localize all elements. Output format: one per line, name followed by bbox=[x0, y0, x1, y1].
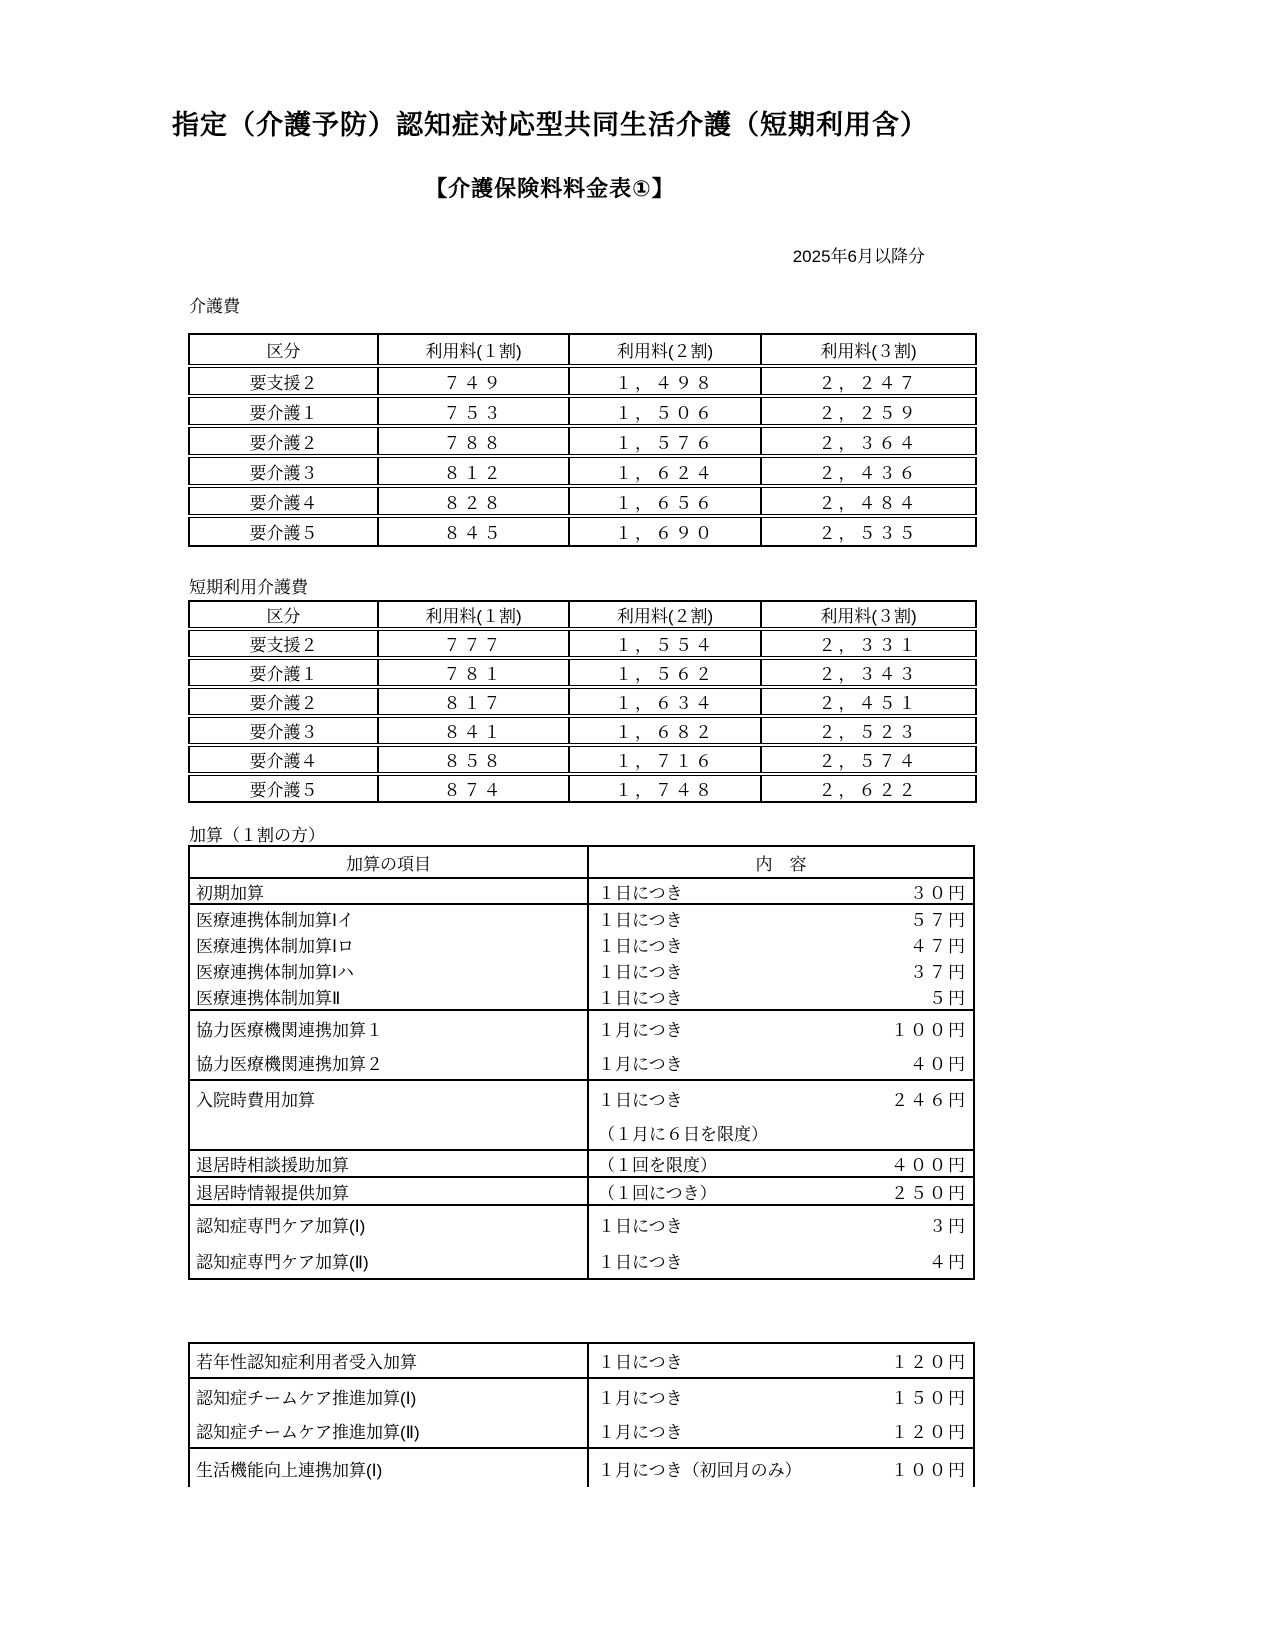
table-row bbox=[189, 456, 976, 486]
fee-cell: ２，４８４ bbox=[761, 486, 976, 516]
addition-amount: １００円 bbox=[891, 1020, 967, 1040]
fee-cell: １，６８２ bbox=[569, 716, 761, 745]
addition-item: 医療連携体制加算Ⅰイ bbox=[196, 910, 355, 930]
fee-cell: ８１７ bbox=[378, 687, 569, 716]
addition-amount: ４００円 bbox=[891, 1156, 967, 1175]
addition-detail: １月につき bbox=[598, 1388, 683, 1408]
fee-cell: ２，５３５ bbox=[761, 516, 976, 546]
table-row bbox=[189, 716, 976, 745]
table-row bbox=[189, 396, 976, 426]
addition-item: 認知症チームケア推進加算(Ⅰ) bbox=[196, 1388, 417, 1408]
addition-row-moveout-consult bbox=[190, 1149, 973, 1176]
fee-cell: ２，５７４ bbox=[761, 745, 976, 774]
col-header-fee-10pct: 利用料(１割) bbox=[378, 334, 569, 366]
fee-cell: ２，２５９ bbox=[761, 396, 976, 426]
fee-cell: ７７７ bbox=[378, 629, 569, 658]
table-row bbox=[189, 516, 976, 546]
table-row bbox=[189, 366, 976, 396]
addition-item: 協力医療機関連携加算１ bbox=[196, 1020, 383, 1040]
fee-cell: ２，６２２ bbox=[761, 774, 976, 802]
fee-cell: ８４５ bbox=[378, 516, 569, 546]
fee-cell: ８２８ bbox=[378, 486, 569, 516]
addition-group-team-care bbox=[190, 1377, 973, 1447]
fee-cell: ８４１ bbox=[378, 716, 569, 745]
category-cell: 要介護４ bbox=[189, 745, 378, 774]
addition-detail: １月につき bbox=[598, 1422, 683, 1442]
fee-cell: １，５５４ bbox=[569, 629, 761, 658]
addition-row-young-dementia bbox=[190, 1344, 973, 1377]
addition-item: 初期加算 bbox=[196, 883, 264, 903]
col-header-content: 内 容 bbox=[755, 854, 807, 874]
fee-cell: １，５６２ bbox=[569, 658, 761, 687]
fee-cell: １，６９０ bbox=[569, 516, 761, 546]
addition-amount: ４円 bbox=[929, 1252, 967, 1272]
addition-detail: １日につき bbox=[598, 910, 683, 930]
addition-group-cooperating-medical bbox=[190, 1009, 973, 1079]
addition-detail: １日につき bbox=[598, 962, 683, 982]
addition-amount: ４７円 bbox=[910, 936, 967, 956]
addition-amount: ３円 bbox=[929, 1216, 967, 1236]
addition-amount: １５０円 bbox=[891, 1388, 967, 1408]
addition-row-hospitalization bbox=[190, 1079, 973, 1149]
fee-cell: １，７４８ bbox=[569, 774, 761, 802]
table-header-row bbox=[189, 334, 976, 366]
addition-group-medical-coordination bbox=[190, 903, 973, 1009]
table-row bbox=[189, 486, 976, 516]
fee-cell: ２，３６４ bbox=[761, 426, 976, 456]
addition-detail: １月につき bbox=[598, 1020, 683, 1040]
addition-detail-note: （１月に６日を限度） bbox=[598, 1124, 768, 1144]
short-stay-fee-table bbox=[188, 600, 977, 803]
addition-amount: ５円 bbox=[929, 988, 967, 1008]
fee-cell: １，５７６ bbox=[569, 426, 761, 456]
table-row bbox=[189, 774, 976, 802]
addition-detail: （１回を限度） bbox=[598, 1156, 717, 1175]
addition-detail: （１回につき） bbox=[598, 1183, 717, 1203]
fee-cell: ７８１ bbox=[378, 658, 569, 687]
addition-amount: １００円 bbox=[891, 1460, 967, 1480]
table-row bbox=[189, 658, 976, 687]
table-row bbox=[189, 426, 976, 456]
addition-detail: １月につき（初回月のみ） bbox=[598, 1460, 802, 1480]
col-header-fee-20pct: 利用料(２割) bbox=[569, 334, 761, 366]
fee-cell: ２，５２３ bbox=[761, 716, 976, 745]
addition-amount: ４０円 bbox=[910, 1054, 967, 1074]
addition-detail: １日につき bbox=[598, 936, 683, 956]
addition-item: 認知症専門ケア加算(Ⅰ) bbox=[196, 1216, 366, 1236]
care-fee-table bbox=[188, 333, 977, 547]
fee-cell: １，６５６ bbox=[569, 486, 761, 516]
col-header-fee-30pct: 利用料(３割) bbox=[761, 601, 976, 629]
fee-cell: １，６３４ bbox=[569, 687, 761, 716]
table-header-row bbox=[190, 847, 973, 877]
addition-amount: ２４６円 bbox=[891, 1090, 967, 1110]
fee-cell: ２，４３６ bbox=[761, 456, 976, 486]
category-cell: 要介護３ bbox=[189, 456, 378, 486]
fee-cell: ２，３３１ bbox=[761, 629, 976, 658]
category-cell: 要支援２ bbox=[189, 366, 378, 396]
addition-detail: １日につき bbox=[598, 988, 683, 1008]
fee-cell: １，５０６ bbox=[569, 396, 761, 426]
col-header-category: 区分 bbox=[189, 601, 378, 629]
addition-item: 認知症専門ケア加算(Ⅱ) bbox=[196, 1252, 369, 1272]
table-header-row bbox=[189, 601, 976, 629]
document-title: 指定（介護予防）認知症対応型共同生活介護（短期利用含） bbox=[172, 110, 928, 140]
addition-group-dementia-care bbox=[190, 1204, 973, 1278]
addition-detail: １日につき bbox=[598, 1090, 683, 1110]
addition-item: 医療連携体制加算Ⅰハ bbox=[196, 962, 355, 982]
addition-item: 医療連携体制加算Ⅰロ bbox=[196, 936, 355, 956]
addition-item: 協力医療機関連携加算２ bbox=[196, 1054, 383, 1074]
section-label-care-fee: 介護費 bbox=[189, 297, 240, 316]
category-cell: 要支援２ bbox=[189, 629, 378, 658]
addition-amount: ３０円 bbox=[910, 883, 967, 903]
addition-item: 生活機能向上連携加算(Ⅰ) bbox=[196, 1460, 383, 1480]
addition-item: 若年性認知症利用者受入加算 bbox=[196, 1353, 417, 1372]
effective-date: 2025年6月以降分 bbox=[792, 247, 925, 266]
addition-row-life-function bbox=[190, 1447, 973, 1487]
fee-cell: ８１２ bbox=[378, 456, 569, 486]
addition-amount: ５７円 bbox=[910, 910, 967, 930]
fee-cell: １，４９８ bbox=[569, 366, 761, 396]
addition-detail: １日につき bbox=[598, 1216, 683, 1236]
table-row bbox=[189, 745, 976, 774]
addition-row-moveout-info bbox=[190, 1176, 973, 1204]
fee-cell: ２，２４７ bbox=[761, 366, 976, 396]
category-cell: 要介護１ bbox=[189, 658, 378, 687]
fee-cell: １，７１６ bbox=[569, 745, 761, 774]
category-cell: 要介護２ bbox=[189, 687, 378, 716]
col-header-category: 区分 bbox=[189, 334, 378, 366]
document-subtitle: 【介護保険料料金表①】 bbox=[425, 176, 675, 201]
additions-table bbox=[188, 845, 975, 1280]
addition-detail: １日につき bbox=[598, 883, 683, 903]
addition-amount: ２５０円 bbox=[891, 1183, 967, 1203]
fee-cell: ２，３４３ bbox=[761, 658, 976, 687]
addition-amount: １２０円 bbox=[891, 1422, 967, 1442]
category-cell: 要介護５ bbox=[189, 516, 378, 546]
addition-amount: ３７円 bbox=[910, 962, 967, 982]
addition-item: 入院時費用加算 bbox=[196, 1090, 315, 1110]
col-header-fee-30pct: 利用料(３割) bbox=[761, 334, 976, 366]
fee-cell: ７４９ bbox=[378, 366, 569, 396]
addition-item: 退居時相談援助加算 bbox=[196, 1156, 349, 1175]
category-cell: 要介護５ bbox=[189, 774, 378, 802]
category-cell: 要介護１ bbox=[189, 396, 378, 426]
category-cell: 要介護４ bbox=[189, 486, 378, 516]
addition-amount: １２０円 bbox=[891, 1353, 967, 1372]
section-label-additions: 加算（１割の方） bbox=[189, 826, 325, 845]
addition-detail: １日につき bbox=[598, 1252, 683, 1272]
section-label-short-stay-fee: 短期利用介護費 bbox=[189, 578, 308, 597]
addition-detail: １日につき bbox=[598, 1353, 683, 1372]
addition-item: 認知症チームケア推進加算(Ⅱ) bbox=[196, 1422, 420, 1442]
addition-row-initial bbox=[190, 877, 973, 903]
addition-item: 退居時情報提供加算 bbox=[196, 1183, 349, 1203]
col-header-addition-item: 加算の項目 bbox=[190, 847, 589, 877]
fee-cell: ２，４５１ bbox=[761, 687, 976, 716]
fee-cell: ７５３ bbox=[378, 396, 569, 426]
fee-cell: ８７４ bbox=[378, 774, 569, 802]
additions-table-continued bbox=[188, 1342, 975, 1487]
fee-cell: １，６２４ bbox=[569, 456, 761, 486]
fee-cell: ７８８ bbox=[378, 426, 569, 456]
category-cell: 要介護３ bbox=[189, 716, 378, 745]
addition-item bbox=[196, 1121, 587, 1143]
col-header-fee-20pct: 利用料(２割) bbox=[569, 601, 761, 629]
addition-detail: １月につき bbox=[598, 1054, 683, 1074]
table-row bbox=[189, 629, 976, 658]
col-header-fee-10pct: 利用料(１割) bbox=[378, 601, 569, 629]
fee-cell: ８５８ bbox=[378, 745, 569, 774]
category-cell: 要介護２ bbox=[189, 426, 378, 456]
addition-item: 医療連携体制加算Ⅱ bbox=[196, 988, 341, 1008]
table-row bbox=[189, 687, 976, 716]
